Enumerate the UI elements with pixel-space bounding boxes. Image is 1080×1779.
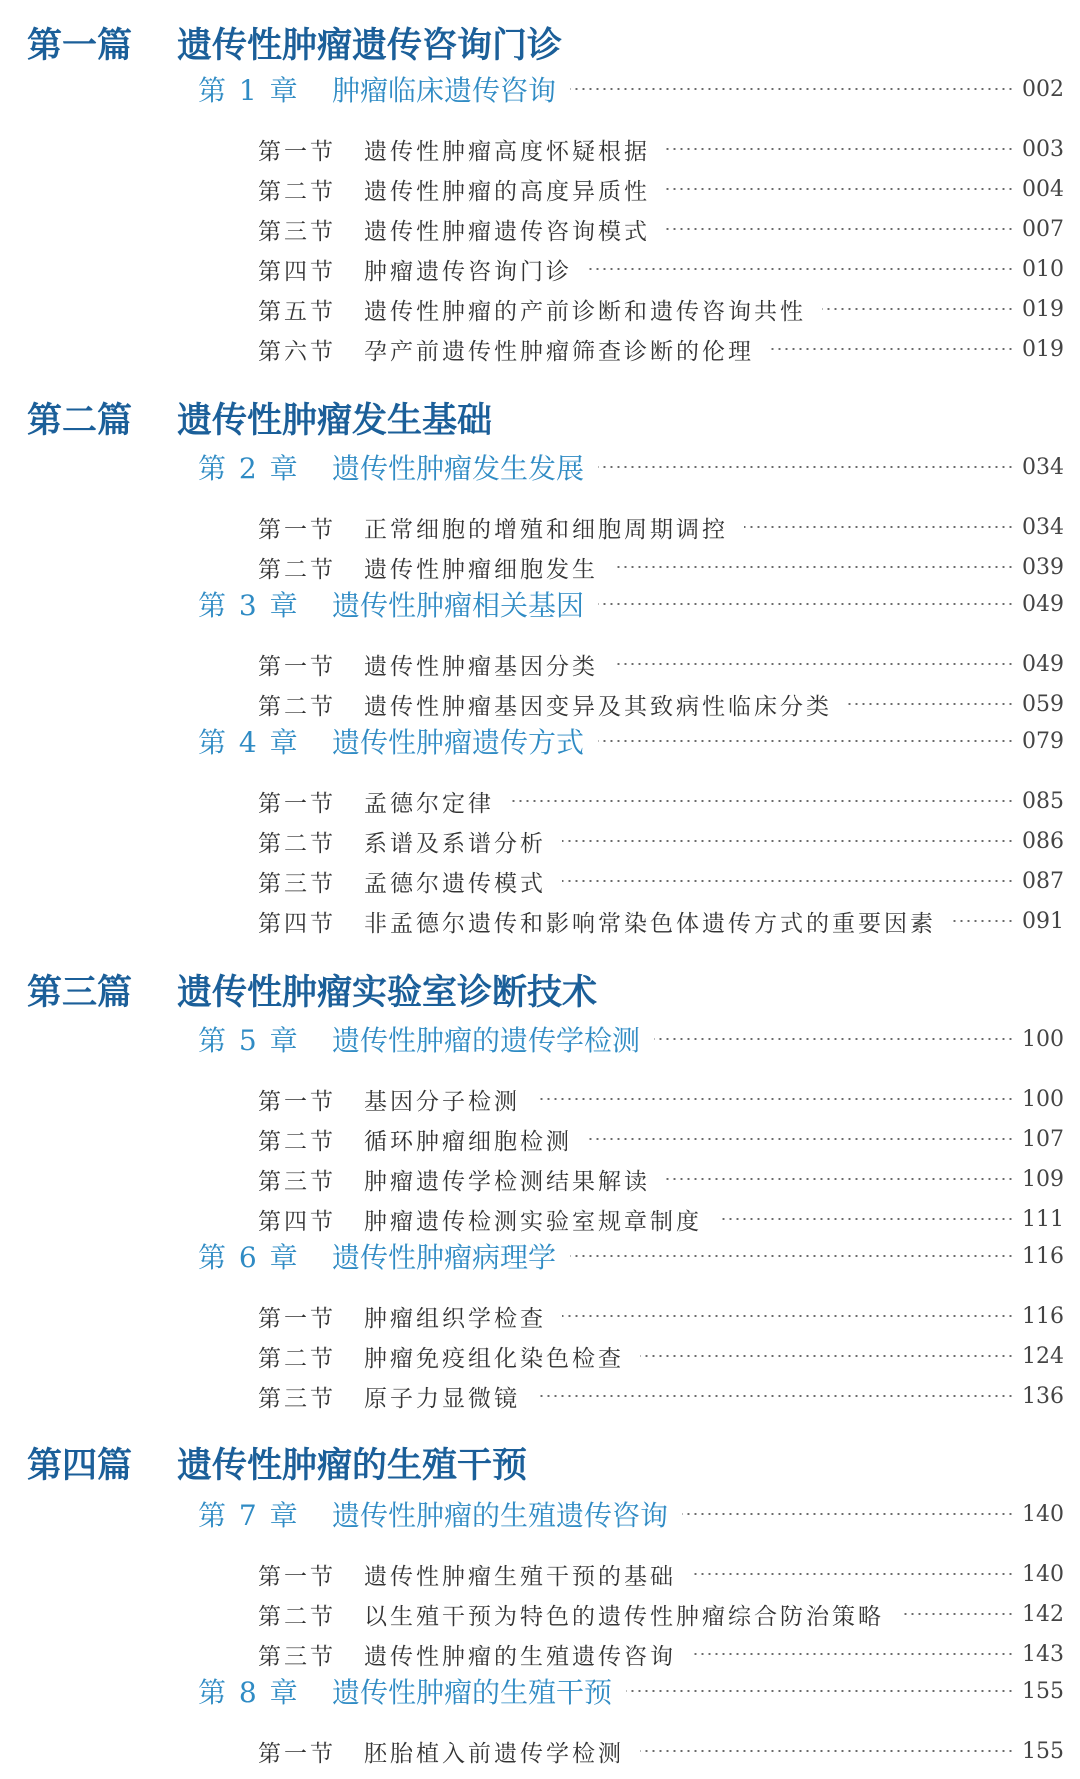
section-title: 肿瘤免疫组化染色检查 bbox=[364, 1345, 624, 1372]
chapter-number: 第 5 章 bbox=[198, 1024, 300, 1057]
section-number: 第二节 bbox=[258, 178, 336, 205]
dot-leader bbox=[640, 1750, 1014, 1752]
page-number: 086 bbox=[1022, 828, 1064, 854]
section-number: 第二节 bbox=[258, 556, 336, 583]
section-entry[interactable] bbox=[258, 509, 1064, 545]
page-number: 034 bbox=[1022, 454, 1064, 480]
part-title: 遗传性肿瘤遗传咨询门诊 bbox=[177, 26, 563, 66]
part-heading bbox=[27, 18, 562, 68]
chapter-title: 遗传性肿瘤遗传方式 bbox=[332, 726, 585, 759]
section-title: 以生殖干预为特色的遗传性肿瘤综合防治策略 bbox=[364, 1603, 884, 1630]
section-entry[interactable] bbox=[258, 1338, 1064, 1374]
page-number: 079 bbox=[1022, 728, 1064, 754]
section-title: 遗传性肿瘤基因变异及其致病性临床分类 bbox=[364, 693, 832, 720]
part-title: 遗传性肿瘤发生基础 bbox=[177, 401, 493, 441]
dot-leader bbox=[570, 88, 1014, 90]
section-number: 第一节 bbox=[258, 1088, 336, 1115]
part-number: 第四篇 bbox=[27, 1446, 133, 1486]
section-title: 孕产前遗传性肿瘤筛查诊断的伦理 bbox=[364, 338, 754, 365]
dot-leader bbox=[666, 228, 1014, 230]
part-title: 遗传性肿瘤实验室诊断技术 bbox=[177, 973, 598, 1013]
section-number: 第四节 bbox=[258, 1208, 336, 1235]
dot-leader bbox=[510, 800, 1014, 802]
part-number: 第三篇 bbox=[27, 973, 133, 1013]
dot-leader bbox=[822, 308, 1014, 310]
chapter-entry[interactable] bbox=[198, 1493, 1064, 1535]
dot-leader bbox=[666, 188, 1014, 190]
page-number: 142 bbox=[1022, 1601, 1064, 1627]
page-number: 100 bbox=[1022, 1026, 1064, 1052]
section-title: 遗传性肿瘤的产前诊断和遗传咨询共性 bbox=[364, 298, 806, 325]
section-entry[interactable] bbox=[258, 291, 1064, 327]
dot-leader bbox=[614, 566, 1014, 568]
page-number: 034 bbox=[1022, 514, 1064, 540]
dot-leader bbox=[692, 1573, 1014, 1575]
page-number: 019 bbox=[1022, 336, 1064, 362]
dot-leader bbox=[562, 1315, 1014, 1317]
section-number: 第三节 bbox=[258, 870, 336, 897]
chapter-entry[interactable] bbox=[198, 68, 1064, 110]
page-number: 116 bbox=[1022, 1303, 1064, 1329]
section-title: 遗传性肿瘤基因分类 bbox=[364, 653, 598, 680]
dot-leader bbox=[536, 1098, 1014, 1100]
page-number: 004 bbox=[1022, 176, 1064, 202]
section-number: 第四节 bbox=[258, 258, 336, 285]
section-number: 第三节 bbox=[258, 1643, 336, 1670]
section-title: 孟德尔定律 bbox=[364, 790, 494, 817]
dot-leader bbox=[952, 920, 1014, 922]
section-number: 第四节 bbox=[258, 910, 336, 937]
page-number: 124 bbox=[1022, 1343, 1064, 1369]
section-title: 遗传性肿瘤遗传咨询模式 bbox=[364, 218, 650, 245]
section-entry[interactable] bbox=[258, 646, 1064, 682]
dot-leader bbox=[770, 348, 1014, 350]
page-number: 007 bbox=[1022, 216, 1064, 242]
page-number: 003 bbox=[1022, 136, 1064, 162]
section-number: 第一节 bbox=[258, 1305, 336, 1332]
section-entry[interactable] bbox=[258, 1636, 1064, 1672]
section-title: 遗传性肿瘤的高度异质性 bbox=[364, 178, 650, 205]
section-title: 胚胎植入前遗传学检测 bbox=[364, 1740, 624, 1767]
section-entry[interactable] bbox=[258, 331, 1064, 367]
section-number: 第二节 bbox=[258, 1603, 336, 1630]
page-number: 100 bbox=[1022, 1086, 1064, 1112]
section-entry[interactable] bbox=[258, 1121, 1064, 1157]
dot-leader bbox=[848, 703, 1014, 705]
section-entry[interactable] bbox=[258, 823, 1064, 859]
dot-leader bbox=[598, 603, 1014, 605]
dot-leader bbox=[718, 1218, 1014, 1220]
page-number: 059 bbox=[1022, 691, 1064, 717]
chapter-title: 遗传性肿瘤的生殖干预 bbox=[332, 1676, 613, 1709]
page-number: 140 bbox=[1022, 1501, 1064, 1527]
page-number: 091 bbox=[1022, 908, 1064, 934]
chapter-entry[interactable] bbox=[198, 1670, 1064, 1712]
section-entry[interactable] bbox=[258, 1596, 1064, 1632]
section-entry[interactable] bbox=[258, 1201, 1064, 1237]
section-title: 基因分子检测 bbox=[364, 1088, 520, 1115]
dot-leader bbox=[562, 840, 1014, 842]
chapter-number: 第 4 章 bbox=[198, 726, 300, 759]
section-number: 第二节 bbox=[258, 1345, 336, 1372]
dot-leader bbox=[598, 740, 1014, 742]
page-number: 049 bbox=[1022, 651, 1064, 677]
page-number: 136 bbox=[1022, 1383, 1064, 1409]
section-entry[interactable] bbox=[258, 1556, 1064, 1592]
section-entry[interactable] bbox=[258, 903, 1064, 939]
page-number: 143 bbox=[1022, 1641, 1064, 1667]
chapter-number: 第 2 章 bbox=[198, 452, 300, 485]
section-entry[interactable] bbox=[258, 171, 1064, 207]
section-number: 第三节 bbox=[258, 1168, 336, 1195]
page-number: 049 bbox=[1022, 591, 1064, 617]
chapter-entry[interactable] bbox=[198, 446, 1064, 488]
chapter-entry[interactable] bbox=[198, 1018, 1064, 1060]
section-number: 第一节 bbox=[258, 653, 336, 680]
chapter-number: 第 8 章 bbox=[198, 1676, 300, 1709]
page-number: 039 bbox=[1022, 554, 1064, 580]
section-title: 原子力显微镜 bbox=[364, 1385, 520, 1412]
page-number: 019 bbox=[1022, 296, 1064, 322]
section-entry[interactable] bbox=[258, 1378, 1064, 1414]
dot-leader bbox=[588, 268, 1014, 270]
chapter-entry[interactable] bbox=[198, 583, 1064, 625]
page-number: 087 bbox=[1022, 868, 1064, 894]
dot-leader bbox=[666, 1178, 1014, 1180]
section-entry[interactable] bbox=[258, 1081, 1064, 1117]
section-entry[interactable] bbox=[258, 251, 1064, 287]
section-number: 第一节 bbox=[258, 1563, 336, 1590]
page-number: 140 bbox=[1022, 1561, 1064, 1587]
section-number: 第二节 bbox=[258, 1128, 336, 1155]
page-number: 111 bbox=[1022, 1206, 1064, 1232]
page-number: 107 bbox=[1022, 1126, 1064, 1152]
dot-leader bbox=[682, 1513, 1014, 1515]
part-heading bbox=[27, 965, 597, 1015]
section-entry[interactable] bbox=[258, 863, 1064, 899]
dot-leader bbox=[626, 1690, 1014, 1692]
section-number: 第二节 bbox=[258, 830, 336, 857]
dot-leader bbox=[654, 1038, 1014, 1040]
section-number: 第三节 bbox=[258, 218, 336, 245]
section-number: 第一节 bbox=[258, 790, 336, 817]
chapter-entry[interactable] bbox=[198, 720, 1064, 762]
section-number: 第五节 bbox=[258, 298, 336, 325]
chapter-title: 遗传性肿瘤发生发展 bbox=[332, 452, 585, 485]
section-entry[interactable] bbox=[258, 1161, 1064, 1197]
section-title: 肿瘤遗传咨询门诊 bbox=[364, 258, 572, 285]
section-title: 肿瘤遗传学检测结果解读 bbox=[364, 1168, 650, 1195]
part-number: 第二篇 bbox=[27, 401, 133, 441]
section-number: 第一节 bbox=[258, 1740, 336, 1767]
dot-leader bbox=[900, 1613, 1014, 1615]
section-title: 遗传性肿瘤高度怀疑根据 bbox=[364, 138, 650, 165]
chapter-number: 第 1 章 bbox=[198, 74, 300, 107]
dot-leader bbox=[744, 526, 1014, 528]
dot-leader bbox=[692, 1653, 1014, 1655]
section-title: 循环肿瘤细胞检测 bbox=[364, 1128, 572, 1155]
section-number: 第二节 bbox=[258, 693, 336, 720]
section-entry[interactable] bbox=[258, 549, 1064, 585]
section-entry[interactable] bbox=[258, 131, 1064, 167]
chapter-title: 遗传性肿瘤病理学 bbox=[332, 1241, 557, 1274]
section-number: 第六节 bbox=[258, 338, 336, 365]
chapter-title: 遗传性肿瘤的生殖遗传咨询 bbox=[332, 1499, 669, 1532]
section-title: 遗传性肿瘤细胞发生 bbox=[364, 556, 598, 583]
section-title: 非孟德尔遗传和影响常染色体遗传方式的重要因素 bbox=[364, 910, 936, 937]
dot-leader bbox=[666, 148, 1014, 150]
section-entry[interactable] bbox=[258, 211, 1064, 247]
part-number: 第一篇 bbox=[27, 26, 133, 66]
dot-leader bbox=[614, 663, 1014, 665]
dot-leader bbox=[570, 1255, 1014, 1257]
dot-leader bbox=[536, 1395, 1014, 1397]
part-title: 遗传性肿瘤的生殖干预 bbox=[177, 1446, 528, 1486]
section-number: 第一节 bbox=[258, 138, 336, 165]
section-entry[interactable] bbox=[258, 1298, 1064, 1334]
section-entry[interactable] bbox=[258, 783, 1064, 819]
page-number: 155 bbox=[1022, 1678, 1064, 1704]
page-number: 010 bbox=[1022, 256, 1064, 282]
section-title: 肿瘤遗传检测实验室规章制度 bbox=[364, 1208, 702, 1235]
chapter-title: 遗传性肿瘤的遗传学检测 bbox=[332, 1024, 641, 1057]
section-entry[interactable] bbox=[258, 1733, 1064, 1769]
dot-leader bbox=[562, 880, 1014, 882]
chapter-number: 第 6 章 bbox=[198, 1241, 300, 1274]
dot-leader bbox=[588, 1138, 1014, 1140]
chapter-title: 肿瘤临床遗传咨询 bbox=[332, 74, 557, 107]
section-title: 孟德尔遗传模式 bbox=[364, 870, 546, 897]
section-title: 遗传性肿瘤生殖干预的基础 bbox=[364, 1563, 676, 1590]
section-title: 遗传性肿瘤的生殖遗传咨询 bbox=[364, 1643, 676, 1670]
section-title: 系谱及系谱分析 bbox=[364, 830, 546, 857]
section-entry[interactable] bbox=[258, 686, 1064, 722]
chapter-number: 第 7 章 bbox=[198, 1499, 300, 1532]
section-number: 第三节 bbox=[258, 1385, 336, 1412]
page-number: 109 bbox=[1022, 1166, 1064, 1192]
page-number: 155 bbox=[1022, 1738, 1064, 1764]
section-number: 第一节 bbox=[258, 516, 336, 543]
page-number: 002 bbox=[1022, 76, 1064, 102]
page-number: 116 bbox=[1022, 1243, 1064, 1269]
chapter-title: 遗传性肿瘤相关基因 bbox=[332, 589, 585, 622]
section-title: 正常细胞的增殖和细胞周期调控 bbox=[364, 516, 728, 543]
dot-leader bbox=[598, 466, 1014, 468]
dot-leader bbox=[640, 1355, 1014, 1357]
part-heading bbox=[27, 1438, 527, 1488]
section-title: 肿瘤组织学检查 bbox=[364, 1305, 546, 1332]
chapter-entry[interactable] bbox=[198, 1235, 1064, 1277]
chapter-number: 第 3 章 bbox=[198, 589, 300, 622]
page-number: 085 bbox=[1022, 788, 1064, 814]
part-heading bbox=[27, 393, 492, 443]
